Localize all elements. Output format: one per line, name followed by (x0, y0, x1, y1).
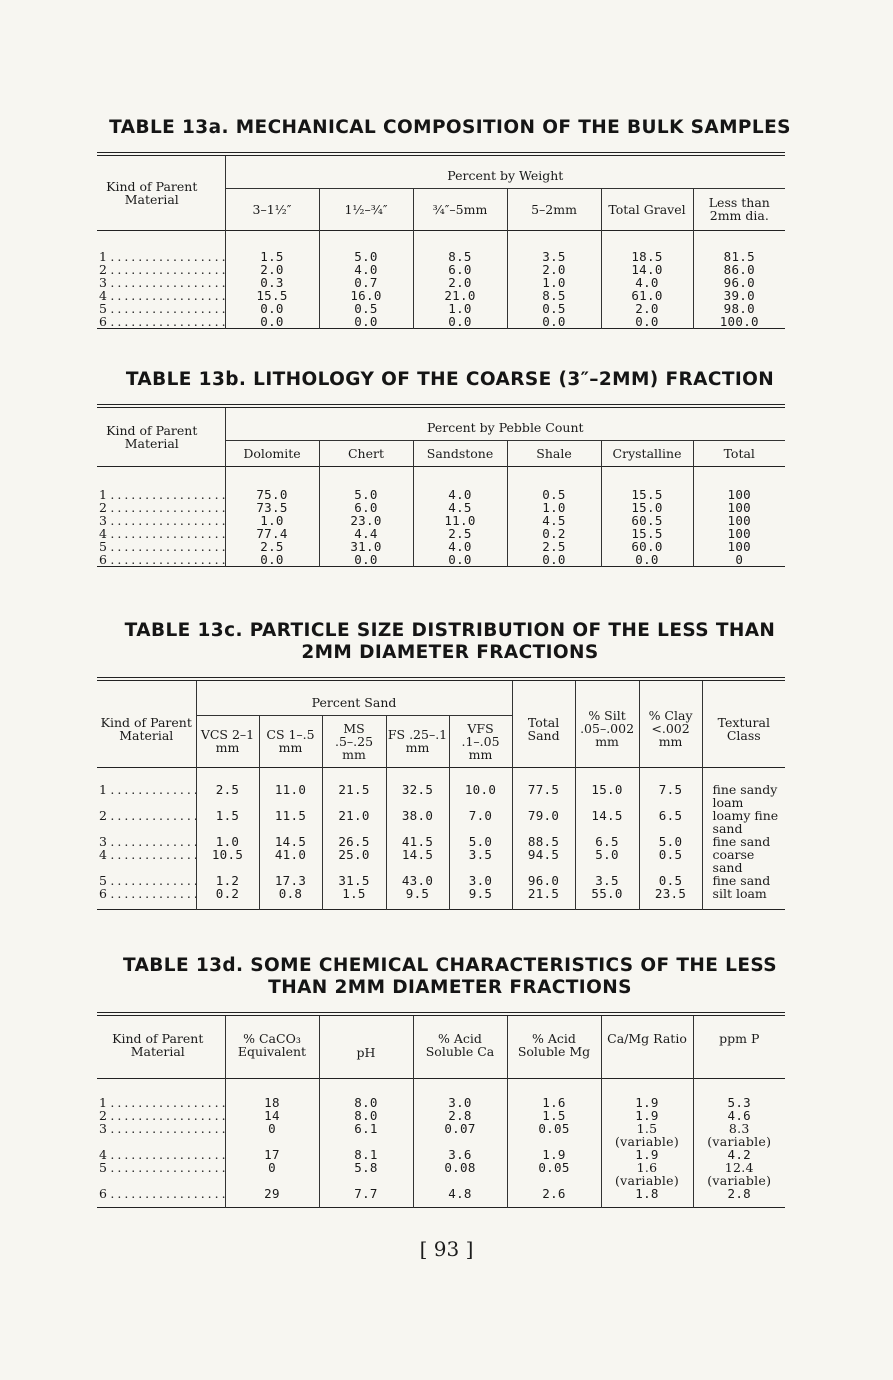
cell: 1.8 (601, 1187, 693, 1207)
table-row (97, 1096, 785, 1109)
row-label: 3 . . . (97, 514, 225, 527)
table-row (97, 1161, 785, 1187)
row-label: 2 . . . (97, 1109, 225, 1122)
column-header: Textural Class (702, 679, 785, 767)
cell: 2.5 (196, 783, 259, 809)
cell: 10.5 (196, 848, 259, 874)
cell: 1.6 (variable) (601, 1161, 693, 1187)
cell: 0.5 (639, 848, 702, 874)
cell: 2.5 (413, 527, 507, 540)
column-header: % Acid Soluble Mg (507, 1014, 601, 1078)
cell: 1.5 (variable) (601, 1122, 693, 1148)
cell: 0.0 (413, 315, 507, 329)
cell: 1.5 (196, 809, 259, 835)
table-row (97, 540, 785, 553)
cell: 5.0 (319, 250, 413, 263)
cell: 60.5 (601, 514, 693, 527)
cell: 4.4 (319, 527, 413, 540)
cell: 21.0 (322, 809, 386, 835)
row-label: 1 . . . (97, 1096, 225, 1109)
cell: 2.0 (601, 302, 693, 315)
cell: 0.2 (507, 527, 601, 540)
page-number: [ 93 ] (419, 1237, 474, 1261)
cell: 41.5 (386, 835, 449, 848)
textural-class: fine sand (702, 835, 785, 848)
cell: 1.5 (507, 1109, 601, 1122)
cell: 15.0 (601, 501, 693, 514)
row-label: 6 . . . (97, 315, 225, 329)
table-row (97, 289, 785, 302)
cell: 2.6 (507, 1187, 601, 1207)
table-row (97, 250, 785, 263)
cell: 8.5 (507, 289, 601, 302)
cell: 18.5 (601, 250, 693, 263)
cell: 0.5 (639, 874, 702, 887)
cell: 32.5 (386, 783, 449, 809)
cell: 7.7 (319, 1187, 413, 1207)
cell: 0.05 (507, 1122, 601, 1148)
cell: 2.5 (507, 540, 601, 553)
cell: 73.5 (225, 501, 319, 514)
cell: 1.9 (507, 1148, 601, 1161)
stub-header: Kind of Parent Material (106, 422, 198, 451)
textural-class: silt loam (702, 887, 785, 909)
title-line: 2MM DIAMETER FRACTIONS (301, 642, 599, 663)
column-header: Crystalline (601, 440, 693, 466)
column-header: Total Gravel (601, 188, 693, 230)
table-row (97, 783, 785, 809)
cell: 4.5 (413, 501, 507, 514)
row-label: 1 . . . (97, 250, 225, 263)
cell: 94.5 (512, 848, 575, 874)
cell: 3.0 (413, 1096, 507, 1109)
cell: 0.5 (507, 302, 601, 315)
cell: 17 (225, 1148, 319, 1161)
cell: 17.3 (259, 874, 322, 887)
cell: 1.5 (322, 887, 386, 909)
column-header: CS 1–.5 mm (259, 715, 322, 767)
row-label: 6 . . . (97, 553, 225, 567)
table-row (97, 887, 785, 909)
cell: 14.5 (386, 848, 449, 874)
cell: 8.5 (413, 250, 507, 263)
cell: 0.0 (507, 553, 601, 567)
cell: 2.8 (693, 1187, 785, 1207)
cell: 0.0 (507, 315, 601, 329)
column-header: Chert (319, 440, 413, 466)
cell: 41.0 (259, 848, 322, 874)
cell: 0.0 (601, 315, 693, 329)
cell: 0.08 (413, 1161, 507, 1187)
column-header: ppm P (693, 1014, 785, 1078)
cell: 11.5 (259, 809, 322, 835)
cell: 0.05 (507, 1161, 601, 1187)
cell: 5.0 (639, 835, 702, 848)
cell: 8.1 (319, 1148, 413, 1161)
column-header: VFS .1–.05 mm (449, 715, 512, 767)
cell: 1.2 (196, 874, 259, 887)
column-header: FS .25–.1 mm (386, 715, 449, 767)
cell: 8.0 (319, 1109, 413, 1122)
cell: 5.0 (319, 488, 413, 501)
column-header: 5–2mm (507, 188, 601, 230)
row-label: 1 . . . (97, 488, 225, 501)
row-label: 4 . . . (97, 1148, 225, 1161)
textural-class: loamy fine sand (702, 809, 785, 835)
cell: 2.8 (413, 1109, 507, 1122)
cell: 8.0 (319, 1096, 413, 1109)
cell: 3.5 (449, 848, 512, 874)
cell: 60.0 (601, 540, 693, 553)
cell: 15.0 (575, 783, 639, 809)
table-13a (97, 152, 785, 329)
cell: 7.0 (449, 809, 512, 835)
column-header: VCS 2–1 mm (196, 715, 259, 767)
row-label: 2 . . . (97, 809, 196, 835)
column-header: % Silt .05–.002 mm (575, 679, 639, 767)
row-label: 5 . . . (97, 302, 225, 315)
cell: 6.1 (319, 1122, 413, 1148)
cell: 2.0 (507, 263, 601, 276)
textural-class: fine sandy loam (702, 783, 785, 809)
title-line: THAN 2MM DIAMETER FRACTIONS (268, 977, 632, 998)
cell: 15.5 (601, 488, 693, 501)
column-header: ¾″–5mm (413, 188, 507, 230)
cell: 100 (693, 501, 785, 514)
cell: 0 (225, 1122, 319, 1148)
cell: 0 (693, 553, 785, 567)
table-row (97, 514, 785, 527)
column-header: pH (319, 1014, 413, 1078)
cell: 1.9 (601, 1096, 693, 1109)
cell: 0.0 (319, 553, 413, 567)
cell: 96.0 (512, 874, 575, 887)
cell: 3.5 (507, 250, 601, 263)
cell: 14 (225, 1109, 319, 1122)
cell: 0.7 (319, 276, 413, 289)
cell: 100 (693, 514, 785, 527)
cell: 1.0 (413, 302, 507, 315)
cell: 4.5 (507, 514, 601, 527)
table-row (97, 848, 785, 874)
cell: 2.0 (225, 263, 319, 276)
cell: 98.0 (693, 302, 785, 315)
cell: 0.0 (225, 315, 319, 329)
row-label: 4 . . . (97, 289, 225, 302)
cell: 0.2 (196, 887, 259, 909)
row-label: 3 . . . (97, 1122, 225, 1148)
cell: 4.0 (413, 488, 507, 501)
table-row (97, 263, 785, 276)
cell: 15.5 (601, 527, 693, 540)
cell: 3.5 (575, 874, 639, 887)
cell: 88.5 (512, 835, 575, 848)
cell: 26.5 (322, 835, 386, 848)
column-header: Ca/Mg Ratio (601, 1014, 693, 1078)
row-label: 3 . . . (97, 835, 196, 848)
cell: 7.5 (639, 783, 702, 809)
cell: 1.6 (507, 1096, 601, 1109)
cell: 1.0 (507, 276, 601, 289)
column-header: Dolomite (225, 440, 319, 466)
table-row (97, 302, 785, 315)
cell: 0.5 (507, 488, 601, 501)
cell: 75.0 (225, 488, 319, 501)
row-label: 5 . . . (97, 1161, 225, 1187)
table-13a-title: TABLE 13a. MECHANICAL COMPOSITION OF THE BULK SAMPLES (109, 117, 791, 138)
cell: 1.0 (507, 501, 601, 514)
row-label: 6 . . . (97, 1187, 225, 1207)
group-header: Percent Sand (196, 679, 512, 715)
column-header: Total Sand (512, 679, 575, 767)
cell: 0.0 (319, 315, 413, 329)
cell: 9.5 (386, 887, 449, 909)
cell: 81.5 (693, 250, 785, 263)
table-13c (97, 677, 785, 910)
table-row (97, 501, 785, 514)
cell: 100 (693, 488, 785, 501)
cell: 0.0 (601, 553, 693, 567)
cell: 0.07 (413, 1122, 507, 1148)
cell: 0.0 (413, 553, 507, 567)
column-header: Shale (507, 440, 601, 466)
cell: 5.8 (319, 1161, 413, 1187)
cell: 0.0 (225, 302, 319, 315)
row-label: 4 . . . (97, 527, 225, 540)
cell: 0.3 (225, 276, 319, 289)
cell: 1.9 (601, 1148, 693, 1161)
cell: 14.5 (259, 835, 322, 848)
table-row (97, 315, 785, 329)
table-13b-title: TABLE 13b. LITHOLOGY OF THE COARSE (3″–2MM) FRACTION (125, 369, 775, 390)
textural-class: coarse sand (702, 848, 785, 874)
table-row (97, 1187, 785, 1207)
cell: 4.2 (693, 1148, 785, 1161)
cell: 77.4 (225, 527, 319, 540)
cell: 31.5 (322, 874, 386, 887)
row-label: 5 . . . (97, 540, 225, 553)
cell: 4.0 (601, 276, 693, 289)
cell: 10.0 (449, 783, 512, 809)
cell: 0.5 (319, 302, 413, 315)
cell: 1.0 (196, 835, 259, 848)
cell: 12.4 (variable) (693, 1161, 785, 1187)
cell: 14.0 (601, 263, 693, 276)
cell: 4.8 (413, 1187, 507, 1207)
table-13c-title (90, 620, 810, 664)
cell: 1.0 (225, 514, 319, 527)
column-header: MS .5–.25 mm (322, 715, 386, 767)
column-header: 3–1½″ (225, 188, 319, 230)
cell: 4.6 (693, 1109, 785, 1122)
cell: 21.0 (413, 289, 507, 302)
textural-class: fine sand (702, 874, 785, 887)
row-label: 2 . . . (97, 263, 225, 276)
column-header: % Acid Soluble Ca (413, 1014, 507, 1078)
cell: 23.5 (639, 887, 702, 909)
cell: 0 (225, 1161, 319, 1187)
table-13d (97, 1012, 785, 1208)
cell: 9.5 (449, 887, 512, 909)
stub-header: Kind of Parent Material (100, 714, 192, 743)
cell: 1.5 (225, 250, 319, 263)
group-header: Percent by Pebble Count (225, 406, 785, 440)
cell: 2.0 (413, 276, 507, 289)
cell: 43.0 (386, 874, 449, 887)
stub-header: Kind of Parent Material (106, 178, 198, 207)
cell: 5.0 (575, 848, 639, 874)
cell: 77.5 (512, 783, 575, 809)
row-label: 6 . . . (97, 887, 196, 909)
cell: 2.5 (225, 540, 319, 553)
cell: 15.5 (225, 289, 319, 302)
table-row (97, 553, 785, 567)
table-13b (97, 404, 785, 567)
cell: 5.0 (449, 835, 512, 848)
table-row (97, 809, 785, 835)
cell: 18 (225, 1096, 319, 1109)
cell: 79.0 (512, 809, 575, 835)
cell: 23.0 (319, 514, 413, 527)
title-line: TABLE 13d. SOME CHEMICAL CHARACTERISTICS OF THE LESS (122, 955, 778, 976)
cell: 6.0 (413, 263, 507, 276)
cell: 1.9 (601, 1109, 693, 1122)
row-label: 5 . . . (97, 874, 196, 887)
table-row (97, 1148, 785, 1161)
column-header: Total (693, 440, 785, 466)
cell: 31.0 (319, 540, 413, 553)
cell: 5.3 (693, 1096, 785, 1109)
row-label: 4 . . . (97, 848, 196, 874)
cell: 8.3 (variable) (693, 1122, 785, 1148)
title-line: TABLE 13c. PARTICLE SIZE DISTRIBUTION OF THE LESS THAN (124, 620, 776, 641)
cell: 100 (693, 527, 785, 540)
cell: 100 (693, 540, 785, 553)
cell: 25.0 (322, 848, 386, 874)
cell: 3.6 (413, 1148, 507, 1161)
cell: 61.0 (601, 289, 693, 302)
column-header: Sandstone (413, 440, 507, 466)
cell: 96.0 (693, 276, 785, 289)
cell: 100.0 (693, 315, 785, 329)
table-13d-title (90, 955, 810, 999)
cell: 29 (225, 1187, 319, 1207)
cell: 4.0 (413, 540, 507, 553)
cell: 6.5 (639, 809, 702, 835)
table-row (97, 276, 785, 289)
column-header: Less than 2mm dia. (693, 188, 785, 230)
cell: 0.8 (259, 887, 322, 909)
row-label: 2 . . . (97, 501, 225, 514)
cell: 11.0 (413, 514, 507, 527)
cell: 38.0 (386, 809, 449, 835)
column-header: % CaCO₃ Equivalent (225, 1014, 319, 1078)
group-header: Percent by Weight (225, 154, 785, 188)
cell: 21.5 (322, 783, 386, 809)
cell: 86.0 (693, 263, 785, 276)
table-row (97, 488, 785, 501)
table-row (97, 1122, 785, 1148)
table-row (97, 527, 785, 540)
cell: 16.0 (319, 289, 413, 302)
stub-header: Kind of Parent Material (112, 1031, 204, 1059)
table-row (97, 1109, 785, 1122)
column-header: % Clay <.002 mm (639, 679, 702, 767)
row-label: 3 . . . (97, 276, 225, 289)
cell: 11.0 (259, 783, 322, 809)
cell: 3.0 (449, 874, 512, 887)
cell: 6.0 (319, 501, 413, 514)
cell: 0.0 (225, 553, 319, 567)
cell: 14.5 (575, 809, 639, 835)
cell: 39.0 (693, 289, 785, 302)
column-header: 1½–¾″ (319, 188, 413, 230)
cell: 4.0 (319, 263, 413, 276)
cell: 21.5 (512, 887, 575, 909)
row-label: 1 . . . (97, 783, 196, 809)
cell: 55.0 (575, 887, 639, 909)
cell: 6.5 (575, 835, 639, 848)
